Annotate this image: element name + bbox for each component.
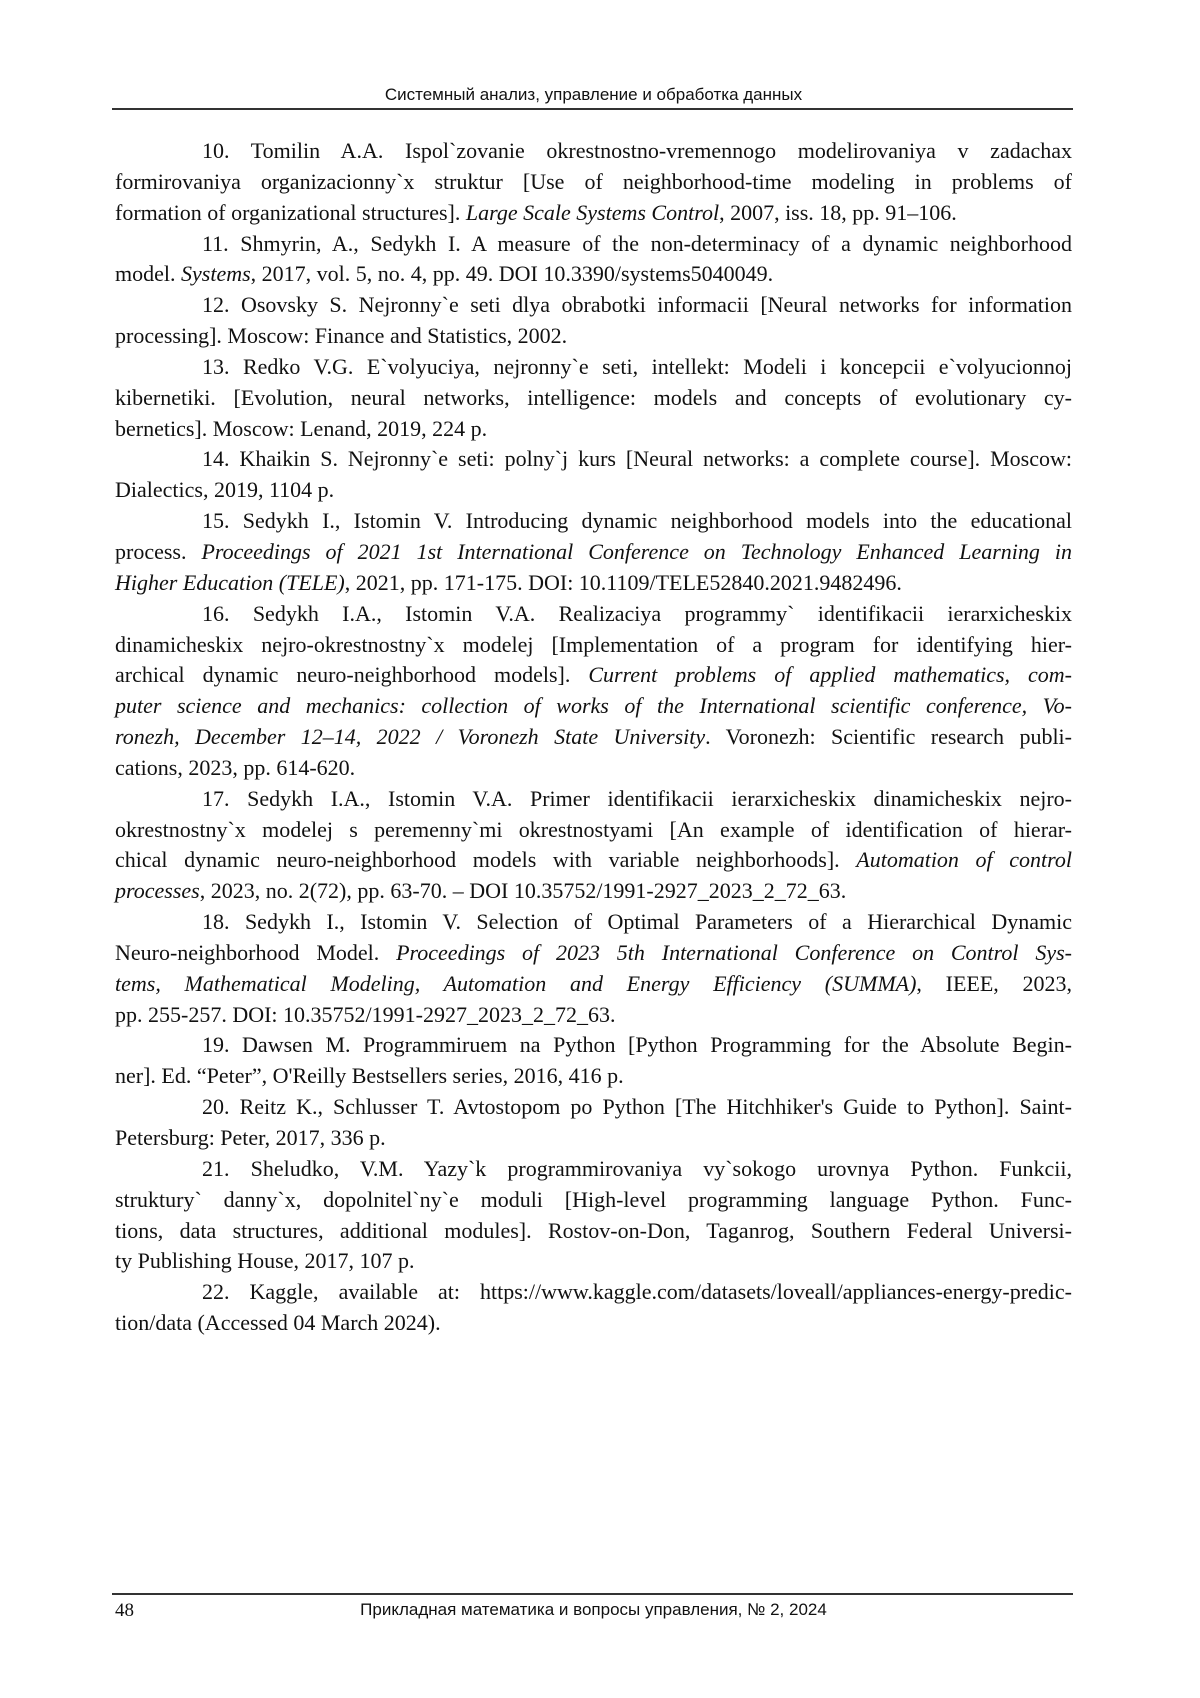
reference-text: 12. Osovsky S. Nejronny`e seti dlya obrabotki informacii [Neural networks for information bbox=[202, 292, 1072, 318]
reference-text: chical dynamic neuro-neighborhood models with variable neighborhoods]. bbox=[115, 847, 857, 873]
reference-line bbox=[115, 414, 1072, 445]
reference-text: 17. Sedykh I.A., Istomin V.A. Primer identifikacii ierarxicheskix dinamicheskix nejro- bbox=[202, 785, 1072, 811]
reference-item bbox=[115, 1030, 1072, 1092]
reference-line bbox=[115, 876, 1072, 907]
reference-text: 19. Dawsen M. Programmiruem na Python [Python Programming for the Absolute Begin- bbox=[202, 1032, 1072, 1058]
reference-text: cations, 2023, pp. 614-620. bbox=[115, 754, 356, 780]
reference-text: 14. Khaikin S. Nejronny`e seti: polny`j kurs [Neural networks: a complete course]. Moscow: bbox=[202, 446, 1072, 472]
reference-text: model. bbox=[115, 261, 181, 287]
italic-title-text: Proceedings of 2023 5th International Conference on Control Sys- bbox=[396, 939, 1072, 965]
italic-title-text: processes bbox=[115, 878, 200, 904]
reference-text: 22. Kaggle, available at: https://www.kaggle.com/datasets/loveall/appliances-energy-predic- bbox=[202, 1279, 1072, 1305]
reference-line bbox=[115, 537, 1072, 568]
reference-text: , 2023, no. 2(72), pp. 63-70. – DOI 10.35752/1991-2927_2023_2_72_63. bbox=[199, 878, 847, 904]
reference-text: archical dynamic neuro-neighborhood models]. bbox=[115, 662, 589, 688]
reference-text: tions, data structures, additional modules]. Rostov-on-Don, Taganrog, Southern Federal Universi- bbox=[115, 1217, 1072, 1243]
reference-line bbox=[115, 1277, 1072, 1308]
reference-line bbox=[115, 259, 1072, 290]
reference-item bbox=[115, 444, 1072, 506]
reference-text: ty Publishing House, 2017, 107 p. bbox=[115, 1248, 415, 1274]
reference-text: processing]. Moscow: Finance and Statistics, 2002. bbox=[115, 323, 568, 349]
italic-title-text: puter science and mechanics: collection of works of the International scientific conference, Vo- bbox=[115, 693, 1072, 719]
reference-text: 15. Sedykh I., Istomin V. Introducing dynamic neighborhood models into the educational bbox=[202, 508, 1072, 534]
reference-line bbox=[115, 938, 1072, 969]
italic-title-text: Systems bbox=[181, 261, 251, 287]
reference-text: pp. 255-257. DOI: 10.35752/1991-2927_2023_2_72_63. bbox=[115, 1001, 616, 1027]
reference-item bbox=[115, 136, 1072, 229]
reference-line bbox=[115, 1154, 1072, 1185]
reference-text: ner]. Ed. “Peter”, O'Reilly Bestsellers series, 2016, 416 p. bbox=[115, 1063, 624, 1089]
reference-item bbox=[115, 352, 1072, 445]
reference-text: okrestnostny`x modelej s peremenny`mi okrestnostyami [An example of identification of hierar- bbox=[115, 816, 1072, 842]
reference-text: Petersburg: Peter, 2017, 336 p. bbox=[115, 1125, 386, 1150]
reference-line bbox=[115, 1123, 1072, 1154]
reference-line bbox=[115, 815, 1072, 846]
reference-line bbox=[115, 630, 1072, 661]
reference-line bbox=[115, 321, 1072, 352]
reference-line bbox=[115, 753, 1072, 784]
reference-line bbox=[115, 691, 1072, 722]
reference-line bbox=[115, 229, 1072, 260]
reference-text: 13. Redko V.G. E`volyuciya, nejronny`e seti, intellekt: Modeli i koncepcii e`volyucionnoj bbox=[202, 353, 1072, 379]
header-rule bbox=[112, 108, 1073, 110]
running-header: Системный анализ, управление и обработка данных bbox=[384, 85, 803, 104]
reference-item bbox=[115, 1154, 1072, 1277]
reference-item bbox=[115, 907, 1072, 1030]
reference-line bbox=[115, 784, 1072, 815]
reference-line bbox=[115, 290, 1072, 321]
reference-item bbox=[115, 506, 1072, 599]
reference-text: Dialectics, 2019, 1104 p. bbox=[115, 477, 335, 503]
reference-line bbox=[115, 352, 1072, 383]
reference-line bbox=[115, 722, 1072, 753]
reference-text: , 2021, pp. 171-175. DOI: 10.1109/TELE52840.2021.9482496. bbox=[344, 569, 902, 595]
reference-line bbox=[115, 475, 1072, 506]
reference-text: 11. Shmyrin, A., Sedykh I. A measure of the non-determinacy of a dynamic neighborhood bbox=[202, 230, 1072, 256]
reference-text: 10. Tomilin A.A. Ispol`zovanie okrestnostno-vremennogo modelirovaniya v zadachax bbox=[202, 138, 1072, 163]
reference-item bbox=[115, 1277, 1072, 1339]
reference-line bbox=[115, 1246, 1072, 1277]
reference-line bbox=[115, 568, 1072, 599]
reference-line bbox=[115, 845, 1072, 876]
reference-text: , 2017, vol. 5, no. 4, pp. 49. DOI 10.3390/systems5040049. bbox=[250, 261, 774, 287]
reference-text: dinamicheskix nejro-okrestnostny`x modelej [Implementation of a program for identifying hier- bbox=[115, 631, 1072, 657]
reference-line bbox=[115, 1000, 1072, 1031]
reference-text: 16. Sedykh I.A., Istomin V.A. Realizaciya programmy` identifikacii ierarxicheskix bbox=[202, 600, 1072, 626]
reference-line bbox=[115, 167, 1072, 198]
reference-text: struktury` danny`x, dopolnitel`ny`e moduli [High-level programming language Python. Func- bbox=[115, 1186, 1072, 1212]
reference-text: tion/data (Accessed 04 March 2024). bbox=[115, 1310, 441, 1336]
reference-text: process. bbox=[115, 538, 202, 564]
reference-line bbox=[115, 1308, 1072, 1339]
italic-title-text: ronezh, December 12–14, 2022 / Voronezh State University bbox=[115, 724, 706, 750]
reference-list bbox=[115, 136, 1072, 1339]
reference-line bbox=[115, 1216, 1072, 1247]
italic-title-text: tems, Mathematical Modeling, Automation and Energy Efficiency (SUMMA) bbox=[115, 970, 917, 996]
reference-line bbox=[115, 1185, 1072, 1216]
reference-line bbox=[115, 506, 1072, 537]
italic-title-text: Current problems of applied mathematics, com- bbox=[588, 662, 1072, 688]
reference-text: Neuro-neighborhood Model. bbox=[115, 939, 397, 965]
reference-item bbox=[115, 229, 1072, 291]
italic-title-text: Higher Education (TELE) bbox=[115, 569, 345, 595]
reference-line bbox=[115, 444, 1072, 475]
reference-item bbox=[115, 784, 1072, 907]
reference-text: 21. Sheludko, V.M. Yazy`k programmirovaniya vy`sokogo urovnya Python. Funkcii, bbox=[202, 1155, 1072, 1181]
footer-rule bbox=[112, 1593, 1073, 1595]
reference-line bbox=[115, 660, 1072, 691]
reference-line bbox=[115, 1061, 1072, 1092]
reference-line bbox=[115, 599, 1072, 630]
reference-text: kibernetiki. [Evolution, neural networks, intelligence: models and concepts of evolutionary cy- bbox=[115, 384, 1072, 410]
reference-text: bernetics]. Moscow: Lenand, 2019, 224 p. bbox=[115, 415, 488, 441]
reference-text: . Voronezh: Scientific research publi- bbox=[705, 724, 1072, 750]
journal-title: Прикладная математика и вопросы управления, № 2, 2024 bbox=[360, 1600, 827, 1619]
italic-title-text: Automation of control bbox=[856, 847, 1072, 873]
reference-line bbox=[115, 969, 1072, 1000]
reference-line bbox=[115, 1092, 1072, 1123]
italic-title-text: Large Scale Systems Control bbox=[465, 199, 720, 225]
reference-line bbox=[115, 383, 1072, 414]
reference-line bbox=[115, 907, 1072, 938]
reference-item bbox=[115, 1092, 1072, 1154]
reference-text: 20. Reitz K., Schlusser T. Avtostopom po Python [The Hitchhiker's Guide to Python]. Saint- bbox=[202, 1094, 1072, 1120]
reference-line bbox=[115, 1030, 1072, 1061]
reference-text: formirovaniya organizacionny`x struktur [Use of neighborhood-time modeling in problems of bbox=[115, 168, 1072, 194]
reference-line bbox=[115, 198, 1072, 229]
italic-title-text: Proceedings of 2021 1st International Conference on Technology Enhanced Learning in bbox=[201, 538, 1072, 564]
page-number: 48 bbox=[115, 1600, 134, 1621]
reference-text: , 2007, iss. 18, pp. 91–106. bbox=[719, 199, 957, 225]
reference-item bbox=[115, 599, 1072, 784]
reference-line bbox=[115, 136, 1072, 167]
reference-item bbox=[115, 290, 1072, 352]
reference-text: formation of organizational structures]. bbox=[115, 199, 466, 225]
reference-text: 18. Sedykh I., Istomin V. Selection of Optimal Parameters of a Hierarchical Dynamic bbox=[202, 909, 1072, 935]
reference-text: , IEEE, 2023, bbox=[916, 970, 1072, 996]
